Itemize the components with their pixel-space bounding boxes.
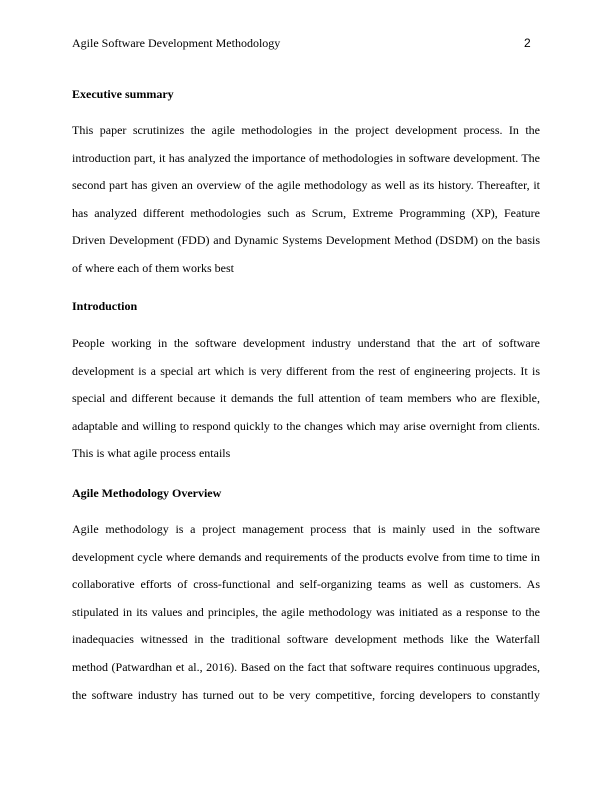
paragraph-line: special and different because it demands the full attention of team members who are flexible, bbox=[72, 391, 540, 406]
paragraph-line: stipulated in its values and principles, the agile methodology was initiated as a response to the bbox=[72, 604, 540, 619]
paragraph-line: This is what agile process entails bbox=[72, 446, 231, 461]
paragraph-line: of where each of them works best bbox=[72, 260, 234, 275]
executive-summary-paragraph bbox=[72, 117, 540, 283]
paragraph-line: Agile methodology is a project management process that is mainly used in the software bbox=[72, 522, 540, 536]
paragraph-line: introduction part, it has analyzed the importance of methodologies in software development. The bbox=[72, 150, 540, 165]
running-head: Agile Software Development Methodology bbox=[72, 36, 281, 50]
section-heading-executive-summary: Executive summary bbox=[72, 87, 174, 101]
paragraph-line: Driven Development (FDD) and Dynamic Systems Development Method (DSDM) on the basis bbox=[72, 233, 540, 248]
paragraph-line: second part has given an overview of the agile methodology as well as its history. Thereafter, it bbox=[72, 178, 540, 193]
paragraph-line: inadequacies witnessed in the traditional software development methods like the Waterfall bbox=[72, 632, 540, 647]
paragraph-line: development cycle where demands and requirements of the products evolve from time to time in bbox=[72, 549, 540, 564]
section-heading-introduction: Introduction bbox=[72, 299, 138, 313]
paragraph-line: People working in the software development industry understand that the art of software bbox=[72, 336, 540, 350]
paragraph-line: collaborative efforts of cross-functional and self-organizing teams as well as customers. As bbox=[72, 577, 540, 592]
paragraph-line: method (Patwardhan et al., 2016). Based on the fact that software requires continuous upgrades, bbox=[72, 659, 540, 674]
paragraph-line: the software industry has turned out to be very competitive, forcing developers to constantly bbox=[72, 687, 540, 702]
section-heading-agile-methodology-overview: Agile Methodology Overview bbox=[72, 486, 222, 500]
paragraph-line: development is a special art which is very different from the rest of engineering projects. It is bbox=[72, 363, 540, 378]
introduction-paragraph bbox=[72, 330, 540, 468]
page-number: 2 bbox=[524, 36, 531, 50]
paragraph-line: This paper scrutinizes the agile methodologies in the project development process. In the bbox=[72, 123, 540, 137]
paragraph-line: adaptable and willing to respond quickly to the changes which may arise overnight from clients. bbox=[72, 418, 540, 433]
paragraph-line: has analyzed different methodologies such as Scrum, Extreme Programming (XP), Feature bbox=[72, 205, 540, 220]
agile-overview-paragraph bbox=[72, 516, 540, 709]
